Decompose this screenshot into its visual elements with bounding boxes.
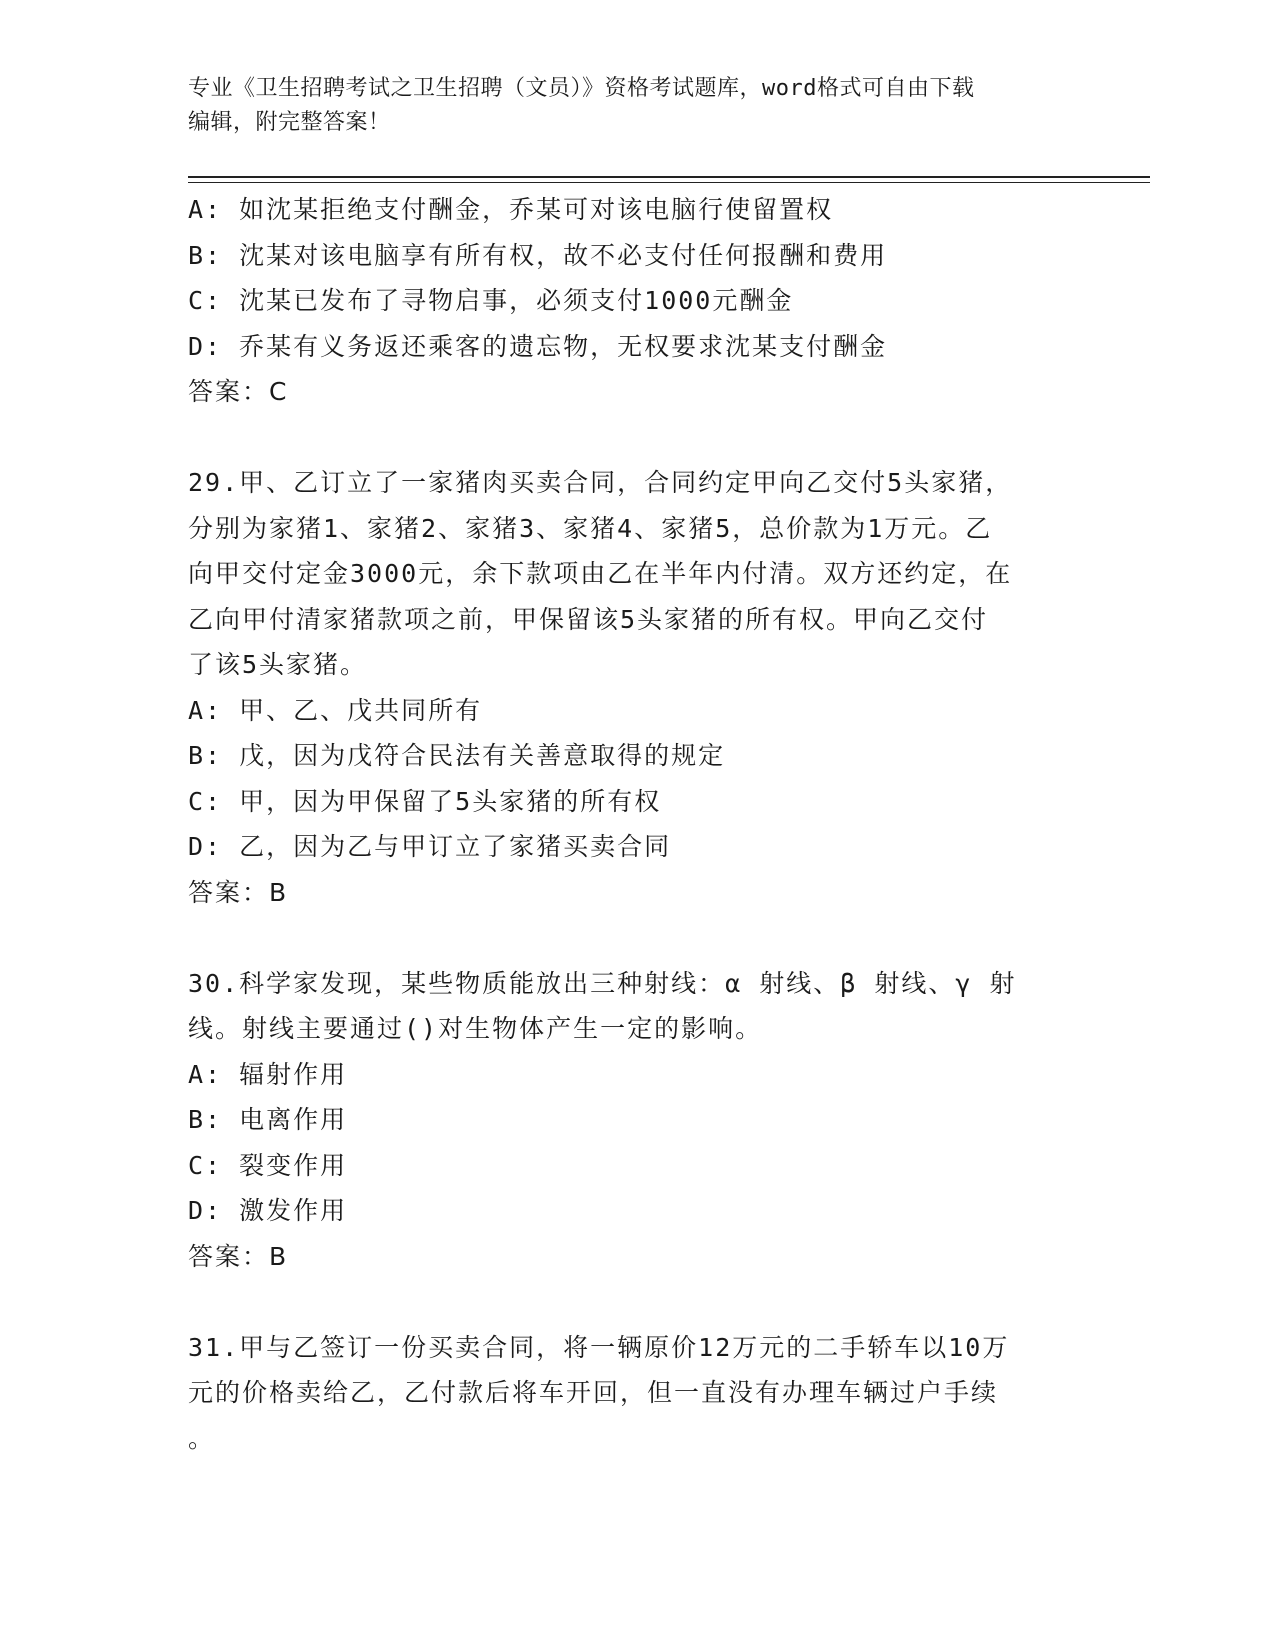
spacer	[188, 415, 1088, 461]
header-divider-thick	[188, 176, 1150, 178]
question-stem-line: 31.甲与乙签订一份买卖合同，将一辆原价12万元的二手轿车以10万	[188, 1332, 1010, 1362]
spacer	[188, 915, 1088, 961]
question-list	[188, 187, 1088, 1461]
option-a: A: 辐射作用	[188, 1059, 348, 1089]
header-line-1: 专业《卫生招聘考试之卫生招聘（文员）》资格考试题库，word格式可自由下载	[188, 76, 975, 101]
spacer	[188, 1279, 1088, 1325]
option-a: A: 甲、乙、戊共同所有	[188, 695, 483, 725]
option-b: B: 电离作用	[188, 1105, 348, 1134]
header-line-2: 编辑，附完整答案！	[188, 110, 391, 135]
question-28	[188, 187, 1088, 415]
answer-label: 答案：B	[188, 1241, 289, 1271]
option-d: D: 乙，因为乙与甲订立了家猪买卖合同	[188, 832, 672, 861]
question-stem-line: 29.甲、乙订立了一家猪肉买卖合同，合同约定甲向乙交付5头家猪，	[188, 468, 1013, 497]
question-stem-line: 元的价格卖给乙，乙付款后将车开回，但一直没有办理车辆过户手续	[188, 1378, 999, 1407]
option-b: B: 戊，因为戊符合民法有关善意取得的规定	[188, 741, 726, 770]
answer-label: 答案：B	[188, 877, 289, 907]
question-stem-line: 。	[188, 1423, 216, 1453]
option-a: A: 如沈某拒绝支付酬金，乔某可对该电脑行使留置权	[188, 195, 834, 224]
question-stem-line: 了该5头家猪。	[188, 650, 368, 679]
question-stem-line: 向甲交付定金3000元，余下款项由乙在半年内付清。双方还约定，在	[188, 559, 1013, 588]
option-c: C: 裂变作用	[188, 1150, 348, 1180]
option-d: D: 激发作用	[188, 1196, 348, 1225]
question-31	[188, 1325, 1088, 1462]
question-29	[188, 460, 1088, 915]
question-stem-line: 分别为家猪1、家猪2、家猪3、家猪4、家猪5，总价款为1万元。乙	[188, 513, 993, 543]
question-stem-line: 线。射线主要通过()对生物体产生一定的影响。	[188, 1014, 763, 1043]
option-b: B: 沈某对该电脑享有所有权，故不必支付任何报酬和费用	[188, 240, 888, 270]
option-c: C: 甲，因为甲保留了5头家猪的所有权	[188, 786, 662, 816]
question-stem-line: 30.科学家发现，某些物质能放出三种射线：α 射线、β 射线、γ 射	[188, 968, 1017, 998]
option-d: D: 乔某有义务返还乘客的遗忘物，无权要求沈某支付酬金	[188, 331, 888, 361]
document-header	[188, 72, 1068, 140]
header-divider-thin	[188, 182, 1150, 183]
answer-label: 答案：C	[188, 377, 289, 406]
question-stem-line: 乙向甲付清家猪款项之前，甲保留该5头家猪的所有权。甲向乙交付	[188, 604, 989, 634]
question-30	[188, 961, 1088, 1280]
option-c: C: 沈某已发布了寻物启事，必须支付1000元酬金	[188, 286, 794, 315]
